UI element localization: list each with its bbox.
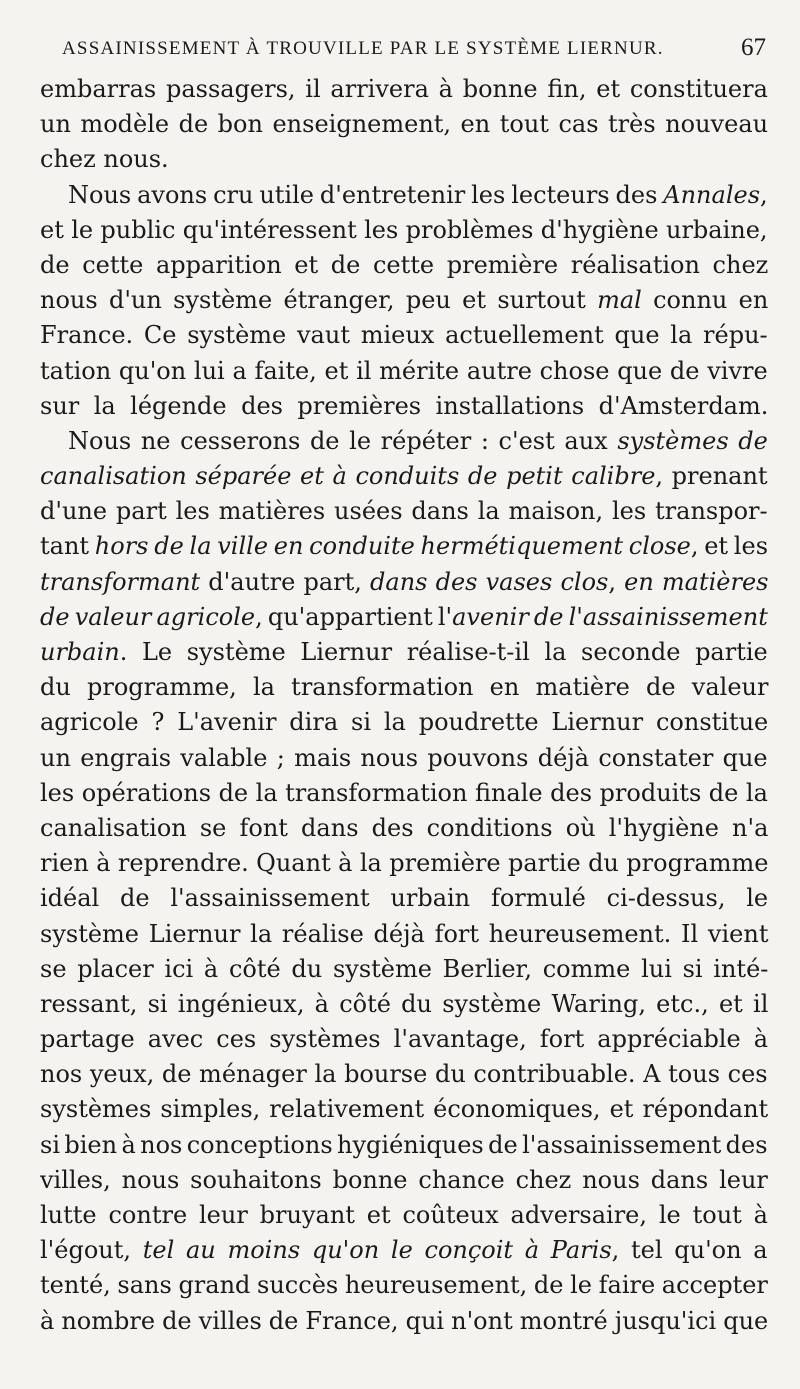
text-run: d'autre part,	[200, 567, 371, 596]
text-run: embarras passagers, il arrivera à bonne fin, et constituera	[40, 75, 768, 103]
italic-text: tel au moins qu'on le conçoit à Paris	[142, 1236, 612, 1265]
text-run: connu en	[641, 286, 769, 315]
text-line	[40, 741, 768, 776]
text-line	[40, 670, 768, 705]
italic-text: de valeur agricole	[40, 602, 256, 631]
text-run: chez nous.	[40, 145, 169, 174]
text-line	[40, 952, 768, 987]
italic-text: mal	[597, 286, 642, 315]
text-run: un modèle de bon enseignement, en tout cas très nouveau	[40, 110, 769, 139]
text-run: tant	[40, 532, 95, 561]
text-run: se placer ici à côté du système Berlier, comme lui si inté-	[40, 954, 769, 983]
text-run: , prenant	[655, 462, 768, 491]
body-text	[40, 72, 768, 1339]
text-line	[40, 1128, 768, 1163]
text-run: Nous avons cru utile d'entretenir les lecteurs des	[68, 180, 664, 209]
italic-text: dans des vases clos	[370, 567, 609, 596]
text-line	[40, 1268, 768, 1303]
text-run: de cette apparition et de cette première réalisation chez	[40, 250, 769, 279]
text-run: nos yeux, de ménager la bourse du contribuable. A tous ces	[40, 1060, 768, 1089]
text-line	[40, 389, 768, 424]
page-header	[62, 34, 766, 64]
italic-text: urbain	[40, 638, 120, 666]
text-run: ,	[760, 180, 768, 209]
text-run: France. Ce système vaut mieux actuellement que la répu-	[40, 321, 768, 350]
text-run: idéal de l'assainissement urbain formulé ci-dessus, le	[40, 884, 769, 913]
text-line	[40, 1304, 768, 1339]
text-line	[40, 248, 768, 283]
text-run: les opérations de la transformation finale des produits de la	[40, 778, 768, 807]
text-run: système Liernur la réalise déjà fort heureusement. Il vient	[40, 919, 769, 948]
text-line	[40, 987, 768, 1022]
text-line	[40, 72, 768, 107]
text-line	[40, 142, 768, 177]
italic-text: canalisation séparée et à conduits de petit calibre	[40, 462, 656, 491]
italic-text: hors de la ville en conduite hermétiquement close	[94, 532, 691, 561]
text-run: d'une part les matières usées dans la maison, les transpor-	[40, 497, 768, 526]
text-run: systèmes simples, relativement économiques, et répondant	[40, 1095, 769, 1124]
running-title: ASSAINISSEMENT À TROUVILLE PAR LE SYSTÈME LIERNUR.	[62, 38, 664, 59]
text-line	[40, 600, 768, 635]
text-line	[40, 635, 768, 670]
text-line	[40, 494, 768, 529]
text-run: si bien à nos conceptions hygiéniques de l'assainissement des	[40, 1130, 768, 1159]
text-run: canalisation se font dans des conditions où l'hygiène n'a	[40, 813, 769, 842]
text-run: nous d'un système étranger, peu et surtout	[40, 286, 598, 315]
text-run: du programme, la transformation en matière de valeur	[40, 673, 769, 702]
text-line	[40, 178, 768, 213]
text-run: tenté, sans grand succès heureusement, de le faire accepter	[40, 1271, 768, 1300]
text-line	[40, 354, 768, 389]
text-run: agricole ? L'avenir dira si la poudrette Liernur constitue	[40, 708, 769, 737]
italic-text: en matières	[624, 567, 769, 596]
text-run: , et les	[690, 532, 769, 561]
text-line	[40, 565, 768, 600]
text-run: ,	[608, 567, 625, 596]
page-number: 67	[741, 34, 766, 61]
text-line	[40, 1092, 768, 1127]
text-run: un engrais valable ; mais nous pouvons déjà constater que	[40, 743, 768, 772]
italic-text: avenir de l'assainissement	[452, 602, 768, 631]
text-line	[40, 424, 768, 459]
text-line	[40, 1022, 768, 1057]
text-line	[40, 459, 768, 494]
text-run: rien à reprendre. Quant à la première partie du programme	[40, 849, 769, 878]
text-line	[40, 1057, 768, 1092]
italic-text: systèmes de	[617, 426, 768, 455]
text-run: partage avec ces systèmes l'avantage, fort appréciable à	[40, 1025, 769, 1054]
text-line	[40, 917, 768, 952]
text-line	[40, 318, 768, 353]
text-run: lutte contre leur bruyant et coûteux adversaire, le tout à	[40, 1201, 768, 1229]
text-line	[40, 107, 768, 142]
text-run: tation qu'on lui a faite, et il mérite autre chose que de vivre	[40, 356, 768, 385]
text-line	[40, 846, 768, 881]
text-run: sur la légende des premières installations d'Amsterdam.	[40, 391, 769, 420]
text-run: et le public qu'intéressent les problèmes d'hygiène urbaine,	[40, 215, 768, 244]
text-line	[40, 283, 768, 318]
text-line	[40, 776, 768, 811]
text-line	[40, 1233, 768, 1268]
italic-text: Annales	[663, 180, 761, 209]
text-run: à nombre de villes de France, qui n'ont montré jusqu'ici que	[40, 1306, 769, 1335]
text-run: Nous ne cesserons de le répéter : c'est aux	[68, 426, 618, 455]
text-line	[40, 529, 768, 564]
text-line	[40, 811, 768, 846]
text-line	[40, 1198, 768, 1233]
text-run: ressant, si ingénieux, à côté du système Waring, etc., et il	[40, 989, 769, 1018]
text-run: . Le système Liernur réalise-t-il la seconde partie	[119, 638, 768, 666]
text-line	[40, 705, 768, 740]
text-line	[40, 213, 768, 248]
text-run: villes, nous souhaitons bonne chance chez nous dans leur	[40, 1165, 768, 1194]
text-run: , qu'appartient l'	[255, 602, 453, 631]
italic-text: transformant	[40, 567, 201, 596]
text-line	[40, 1163, 768, 1198]
text-run: , tel qu'on a	[611, 1236, 768, 1265]
text-line	[40, 881, 768, 916]
text-run: l'égout,	[40, 1236, 143, 1265]
